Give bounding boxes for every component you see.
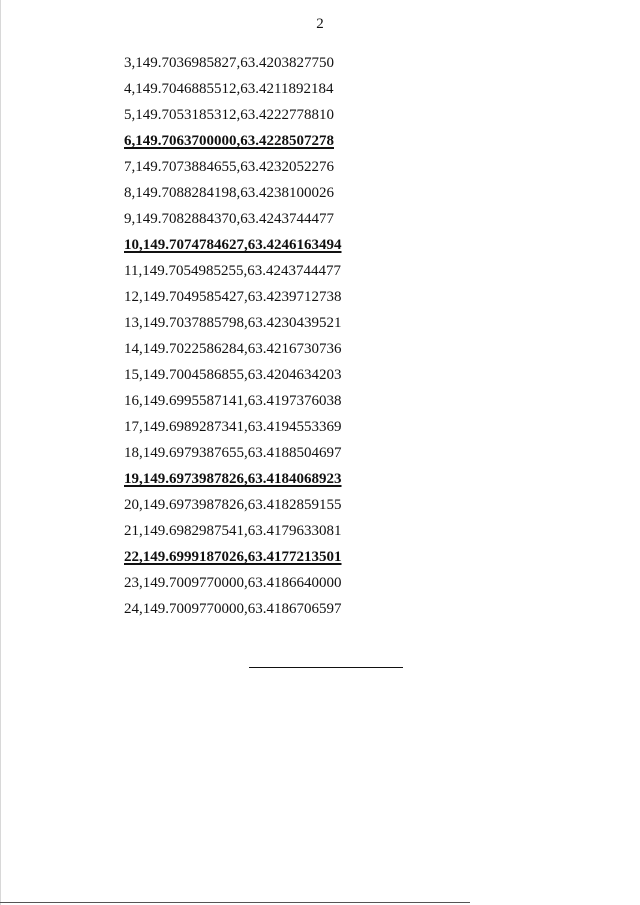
coordinate-line: 8,149.7088284198,63.4238100026 [124,185,334,201]
coordinate-line-highlighted: 22,149.6999187026,63.4177213501 [124,549,342,565]
coordinate-line: 13,149.7037885798,63.4230439521 [124,315,342,331]
page-number: 2 [316,16,324,32]
coordinate-line: 4,149.7046885512,63.4211892184 [124,81,334,97]
coordinate-line-highlighted: 6,149.7063700000,63.4228507278 [124,133,334,149]
coordinate-line: 18,149.6979387655,63.4188504697 [124,445,342,461]
coordinate-line: 17,149.6989287341,63.4194553369 [124,419,342,435]
coordinate-line: 12,149.7049585427,63.4239712738 [124,289,342,305]
coordinate-line: 11,149.7054985255,63.4243744477 [124,263,341,279]
coordinate-line: 3,149.7036985827,63.4203827750 [124,55,334,71]
end-rule [249,667,403,668]
coordinate-line: 15,149.7004586855,63.4204634203 [124,367,342,383]
coordinate-line: 14,149.7022586284,63.4216730736 [124,341,342,357]
coordinate-line: 24,149.7009770000,63.4186706597 [124,601,342,617]
coordinate-line: 7,149.7073884655,63.4232052276 [124,159,334,175]
coordinate-line: 20,149.6973987826,63.4182859155 [124,497,342,513]
coordinate-line-highlighted: 19,149.6973987826,63.4184068923 [124,471,342,487]
coordinate-line-highlighted: 10,149.7074784627,63.4246163494 [124,237,342,253]
coordinate-line: 21,149.6982987541,63.4179633081 [124,523,342,539]
coordinate-line: 5,149.7053185312,63.4222778810 [124,107,334,123]
coordinate-line: 9,149.7082884370,63.4243744477 [124,211,334,227]
scan-edge-bottom [0,902,470,903]
coordinate-line: 23,149.7009770000,63.4186640000 [124,575,342,591]
coordinate-line: 16,149.6995587141,63.4197376038 [124,393,342,409]
coordinate-list [124,50,342,622]
scan-edge-left [0,0,1,905]
